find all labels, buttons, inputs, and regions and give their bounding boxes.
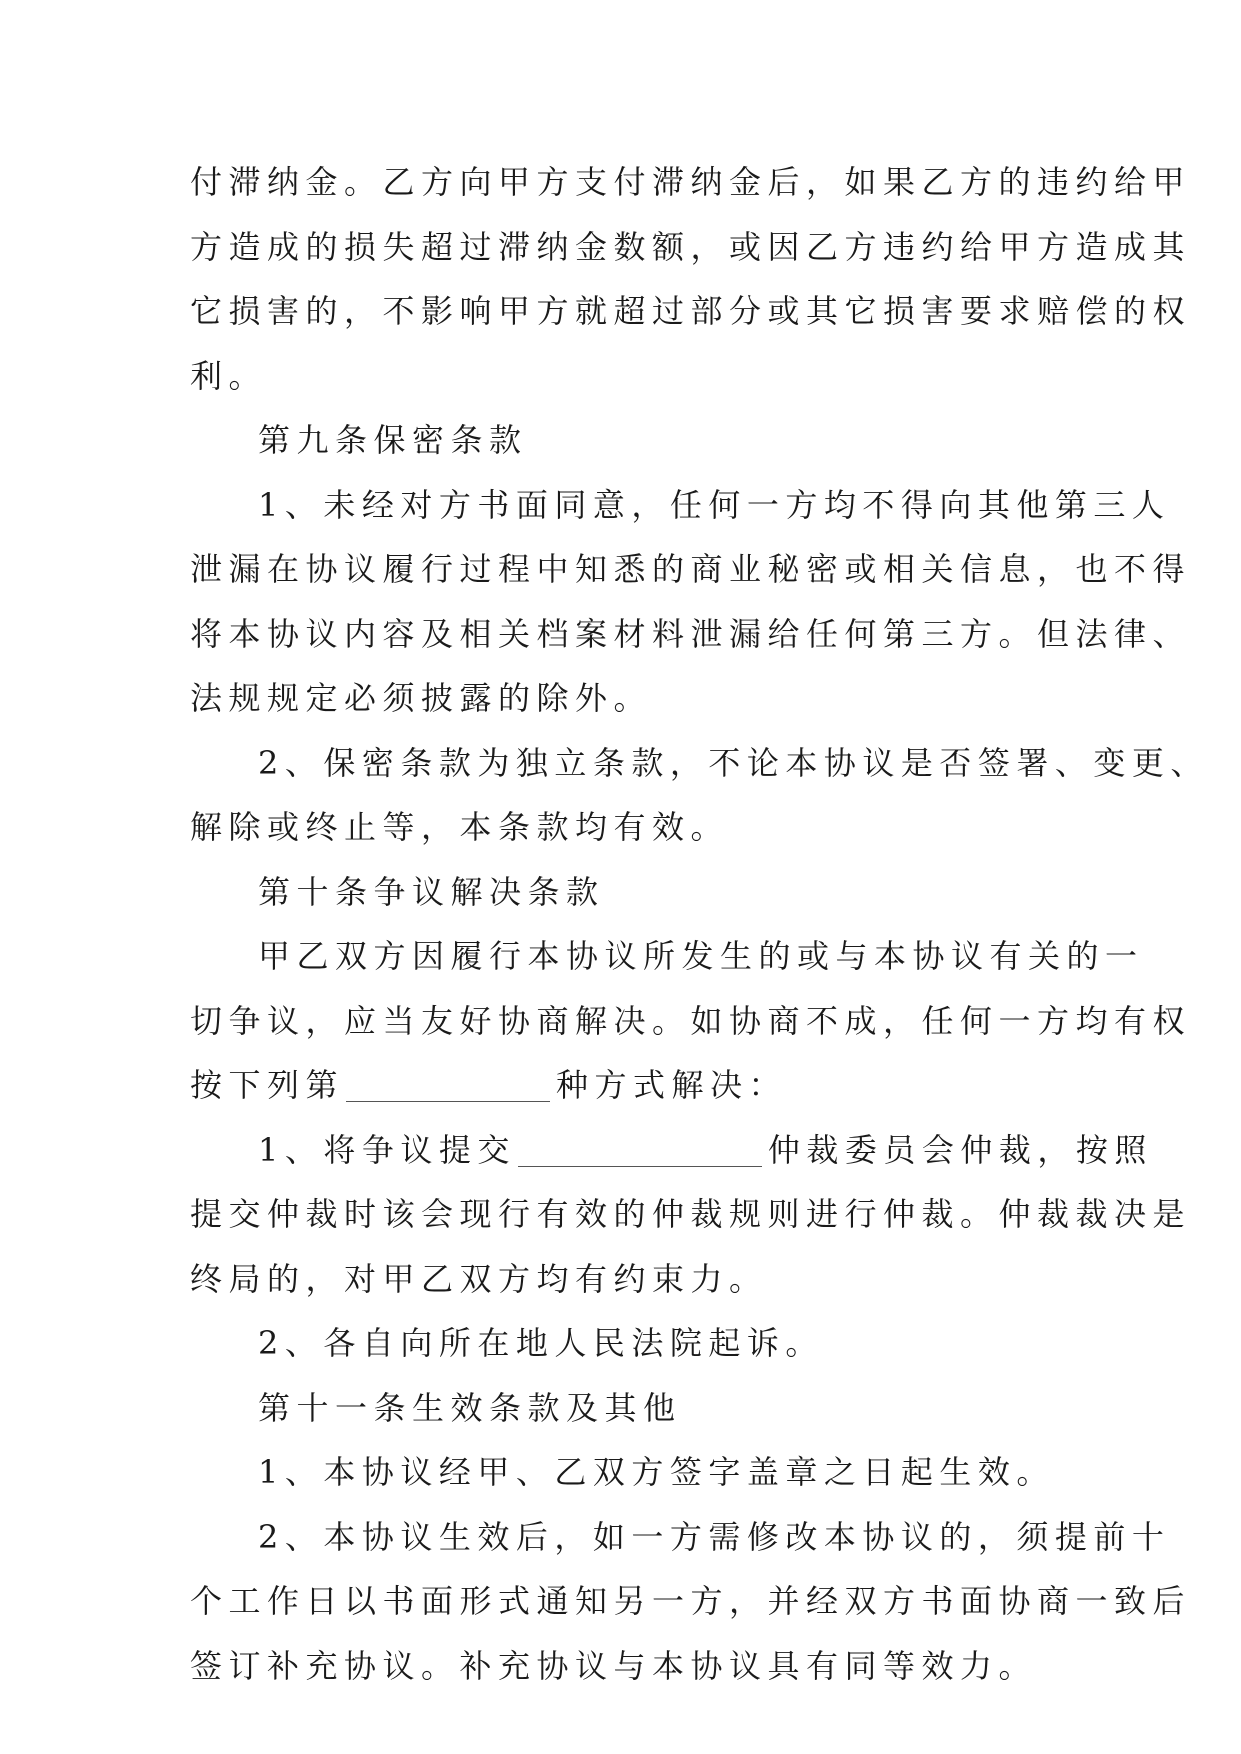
paragraph-line: 泄漏在协议履行过程中知悉的商业秘密或相关信息，也不得 [190, 550, 1192, 588]
paragraph-line: 甲乙双方因履行本协议所发生的或与本协议有关的一 [258, 937, 1144, 975]
paragraph-line: 将本协议内容及相关档案材料泄漏给任何第三方。但法律、 [190, 614, 1192, 653]
paragraph-line: 2、各自向所在地人民法院起诉。 [258, 1324, 824, 1362]
paragraph-line: 终局的，对甲乙双方均有约束力。 [190, 1259, 768, 1298]
paragraph-line: 利。 [190, 356, 268, 395]
paragraph-line: 付滞纳金。乙方向甲方支付滞纳金后，如果乙方的违约给甲 [190, 163, 1192, 201]
paragraph-line: 提交仲裁时该会现行有效的仲裁规则进行仲裁。仲裁裁决是 [190, 1195, 1192, 1233]
line-text-after: 种方式解决： [556, 1066, 788, 1104]
paragraph-line: 它损害的，不影响甲方就超过部分或其它损害要求赔偿的权 [190, 292, 1192, 330]
fill-in-blank-arbitration-committee[interactable] [518, 1132, 762, 1167]
paragraph-line: 签订补充协议。补充协议与本协议具有同等效力。 [190, 1646, 1038, 1685]
section-heading-confidentiality: 第九条保密条款 [258, 421, 528, 459]
paragraph-line: 法规规定必须披露的除外。 [190, 679, 653, 717]
line-text-before: 1、将争议提交 [258, 1130, 516, 1169]
paragraph-line: 2、本协议生效后，如一方需修改本协议的，须提前十 [258, 1517, 1171, 1556]
line-text-after: 仲裁委员会仲裁，按照 [767, 1130, 1153, 1169]
paragraph-line: 1、本协议经甲、乙双方签字盖章之日起生效。 [258, 1453, 1055, 1491]
paragraph-line: 解除或终止等，本条款均有效。 [190, 808, 730, 846]
paragraph-line-with-blank [190, 1053, 1070, 1118]
paragraph-line: 2、保密条款为独立条款，不论本协议是否签署、变更、 [258, 743, 1209, 782]
paragraph-line: 切争议，应当友好协商解决。如协商不成，任何一方均有权 [190, 1001, 1192, 1040]
paragraph-line: 1、未经对方书面同意，任何一方均不得向其他第三人 [258, 485, 1171, 524]
paragraph-line: 个工作日以书面形式通知另一方，并经双方书面协商一致后 [190, 1582, 1192, 1620]
line-text-before: 按下列第 [190, 1066, 345, 1104]
paragraph-line: 方造成的损失超过滞纳金数额，或因乙方违约给甲方造成其 [190, 227, 1192, 266]
section-heading-dispute-resolution: 第十条争议解决条款 [258, 872, 605, 911]
fill-in-blank-method[interactable] [346, 1067, 550, 1102]
document-page [190, 150, 1209, 1698]
section-heading-effectiveness: 第十一条生效条款及其他 [258, 1388, 682, 1427]
paragraph-line-with-blank [190, 1118, 1153, 1183]
